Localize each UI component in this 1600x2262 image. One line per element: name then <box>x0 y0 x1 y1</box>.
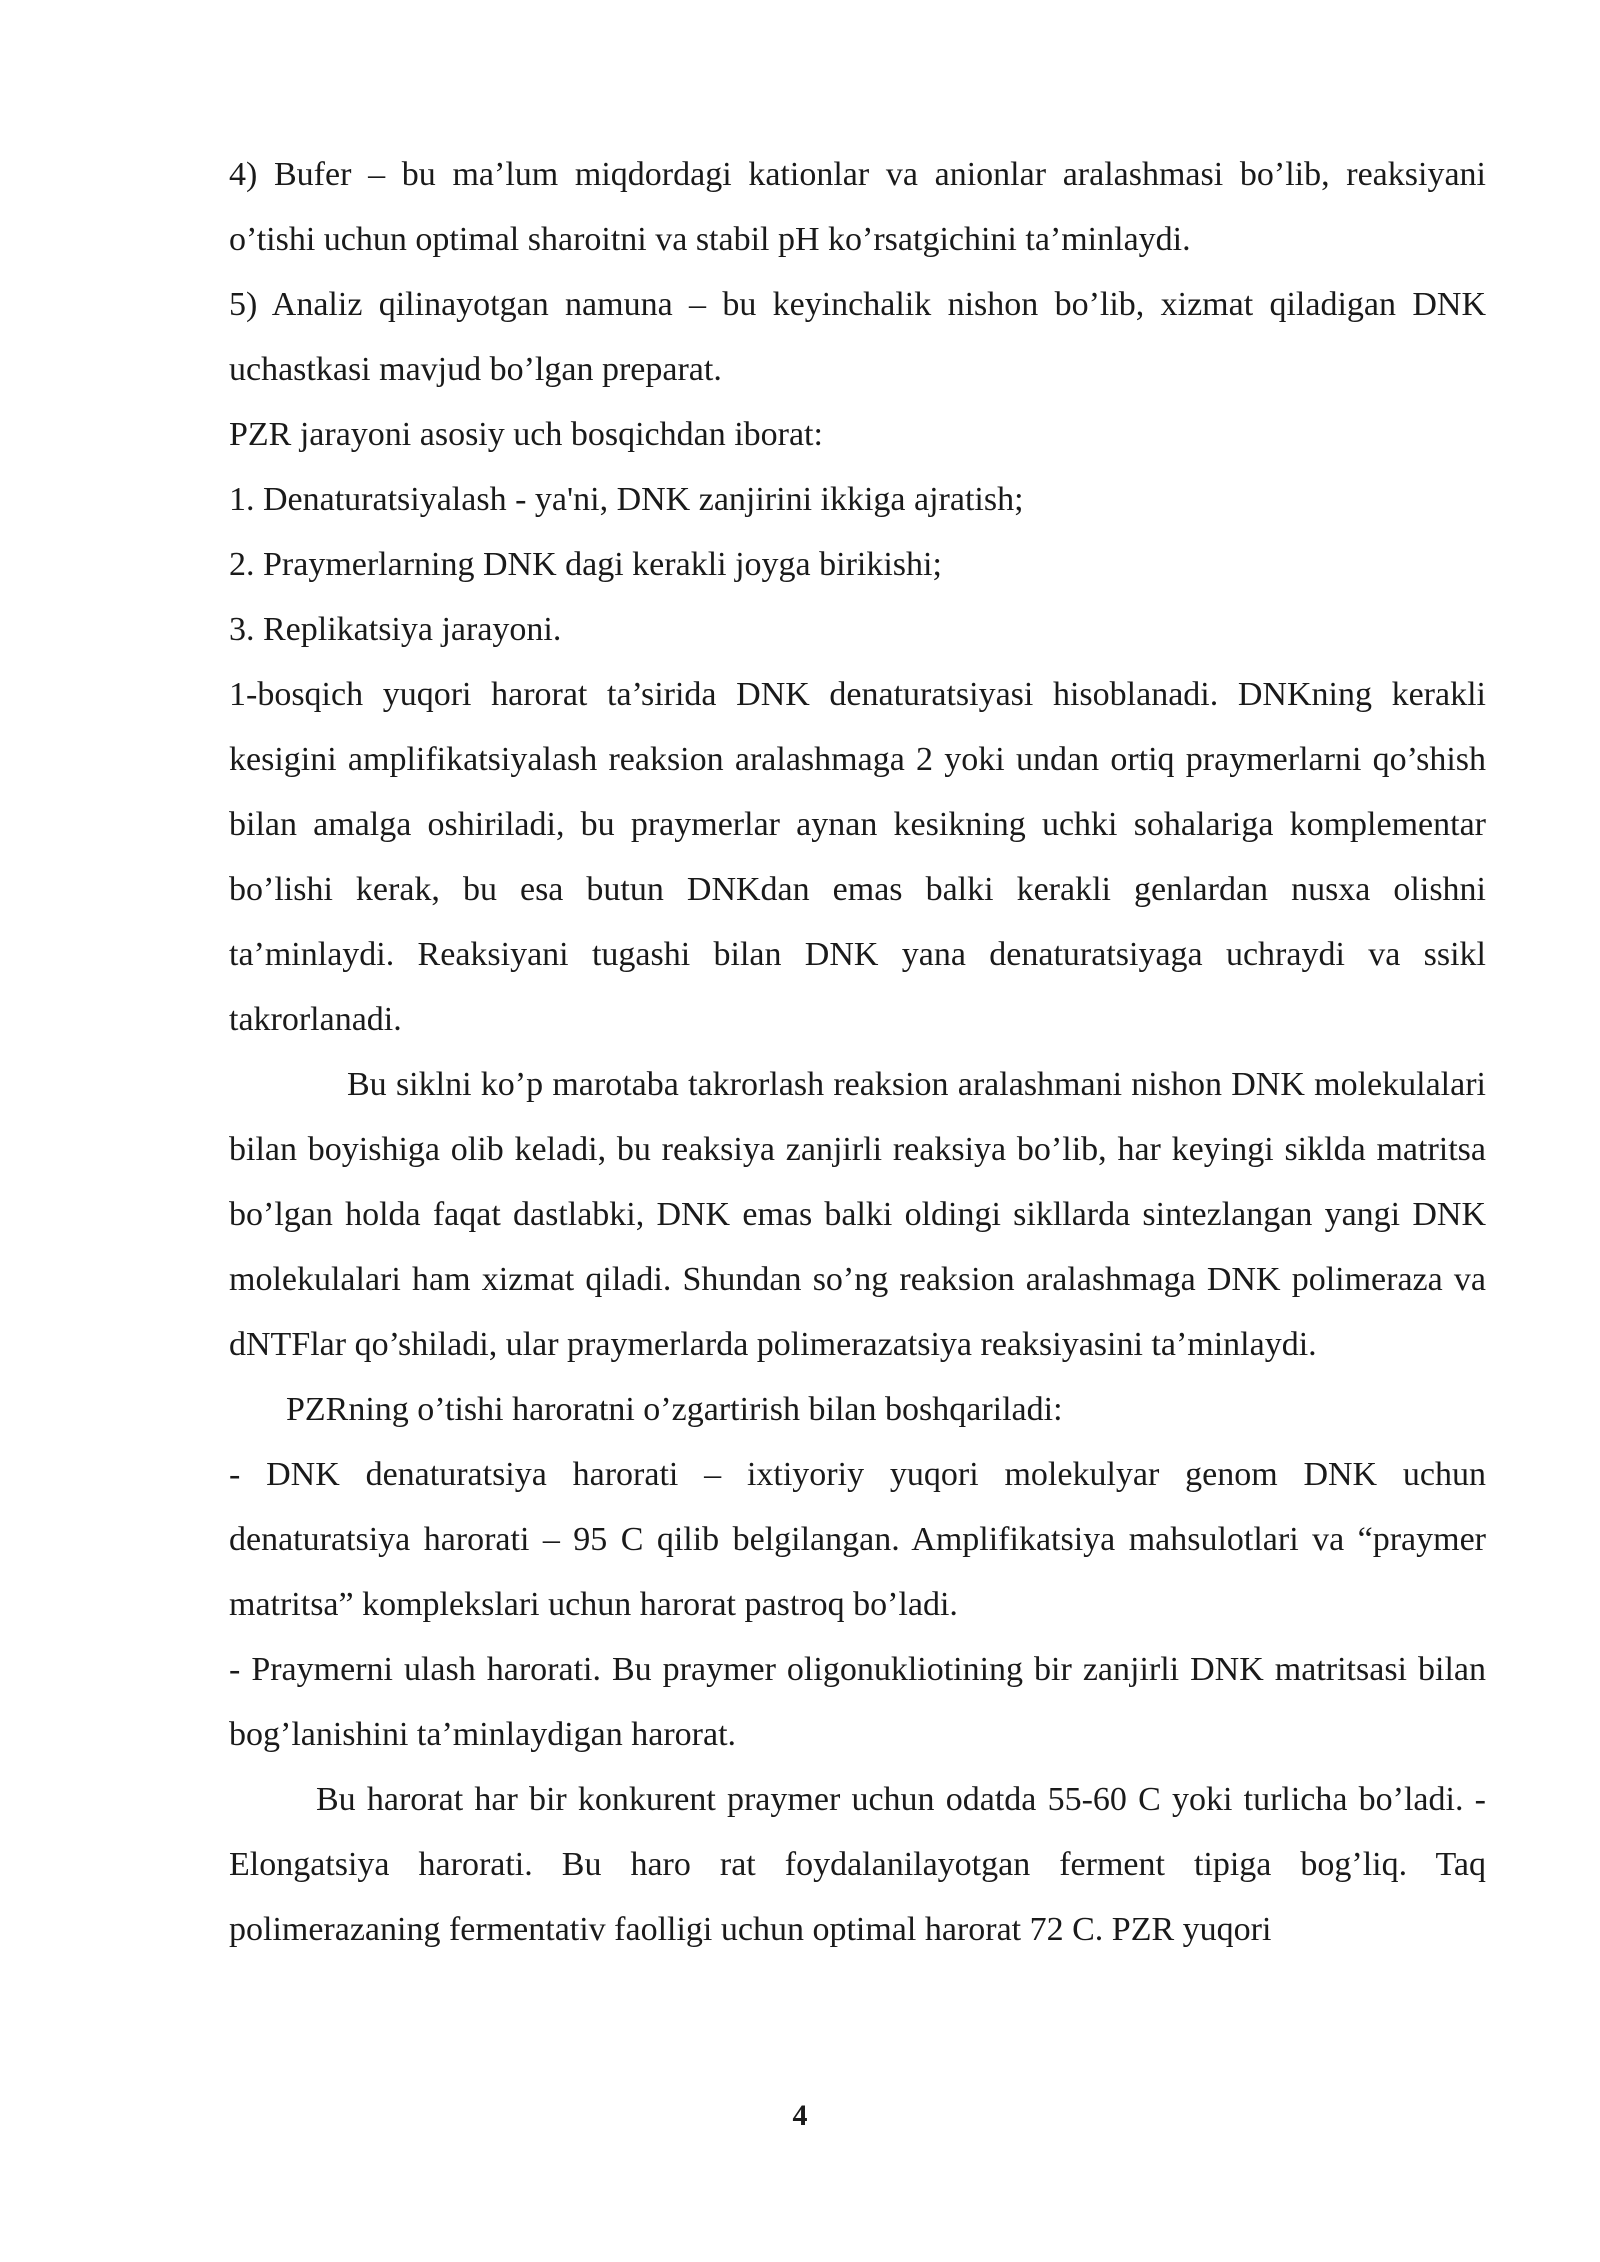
paragraph-cycle-repeat: Bu siklni ko’p marotaba takrorlash reaksion aralashmani nishon DNK molekulalari bilan boyishiga olib keladi, bu reaksiya zanjirli reaksiya bo’lib, har keyingi siklda matritsa bo’lgan holda faqat dastlabki, DNK emas balki oldingi sikllarda sintezlangan yangi DNK molekulalari ham xizmat qiladi. Shundan so’ng reaksion aralashmaga DNK polimeraza va dNTFlar qo’shiladi, ular praymerlarda polimerazatsiya reaksiyasini ta’minlaydi. <box>229 1066 1486 1363</box>
list-item-replication: 3. Replikatsiya jarayoni. <box>229 611 562 648</box>
paragraph-annealing-temperature: - Praymerni ulash harorati. Bu praymer oligonukliotining bir zanjirli DNK matritsasi bilan bog’lanishini ta’minlaydigan harorat. <box>229 1651 1486 1753</box>
paragraph-stage-one: 1-bosqich yuqori harorat ta’sirida DNK denaturatsiyasi hisoblanadi. DNKning kerakli kesigini amplifikatsiyalash reaksion aralashmaga 2 yoki undan ortiq praymerlarni qo’shish bilan amalga oshiriladi, bu praymerlar aynan kesikning uchki sohalariga komplementar bo’lishi kerak, bu esa butun DNKdan emas balki kerakli genlardan nusxa olishni ta’minlaydi. Reaksiyani tugashi bilan DNK yana denaturatsiyaga uchraydi va ssikl takrorlanadi. <box>229 676 1486 1038</box>
page-body <box>229 142 1486 1962</box>
paragraph-sample: 5) Analiz qilinayotgan namuna – bu keyinchalik nishon bo’lib, xizmat qiladigan DNK uchastkasi mavjud bo’lgan preparat. <box>229 286 1486 388</box>
paragraph-temperature-control: PZRning o’tishi haroratni o’zgartirish bilan boshqariladi: <box>286 1391 1063 1428</box>
list-item-denaturation: 1. Denaturatsiyalash - ya'ni, DNK zanjirini ikkiga ajratish; <box>229 481 1024 518</box>
paragraph-buffer: 4) Bufer – bu ma’lum miqdordagi kationlar va anionlar aralashmasi bo’lib, reaksiyani o’tishi uchun optimal sharoitni va stabil pH ko’rsatgichini ta’minlaydi. <box>229 156 1486 258</box>
paragraph-denaturation-temperature: - DNK denaturatsiya harorati – ixtiyoriy yuqori molekulyar genom DNK uchun denaturatsiya harorati – 95 C qilib belgilangan. Amplifikatsiya mahsulotlari va “praymer matritsa” komplekslari uchun harorat pastroq bo’ladi. <box>229 1456 1486 1623</box>
paragraph-elongation-temperature: Bu harorat har bir konkurent praymer uchun odatda 55-60 C yoki turlicha bo’ladi. - Elongatsiya harorati. Bu haro rat foydalanilayotgan ferment tipiga bog’liq. Taq polimerazaning fermentativ faolligi uchun optimal harorat 72 C. PZR yuqori <box>229 1781 1486 1948</box>
paragraph-stages-intro: PZR jarayoni asosiy uch bosqichdan iborat: <box>229 416 823 453</box>
list-item-primer-annealing: 2. Praymerlarning DNK dagi kerakli joyga birikishi; <box>229 546 942 583</box>
page-number: 4 <box>792 2099 808 2132</box>
